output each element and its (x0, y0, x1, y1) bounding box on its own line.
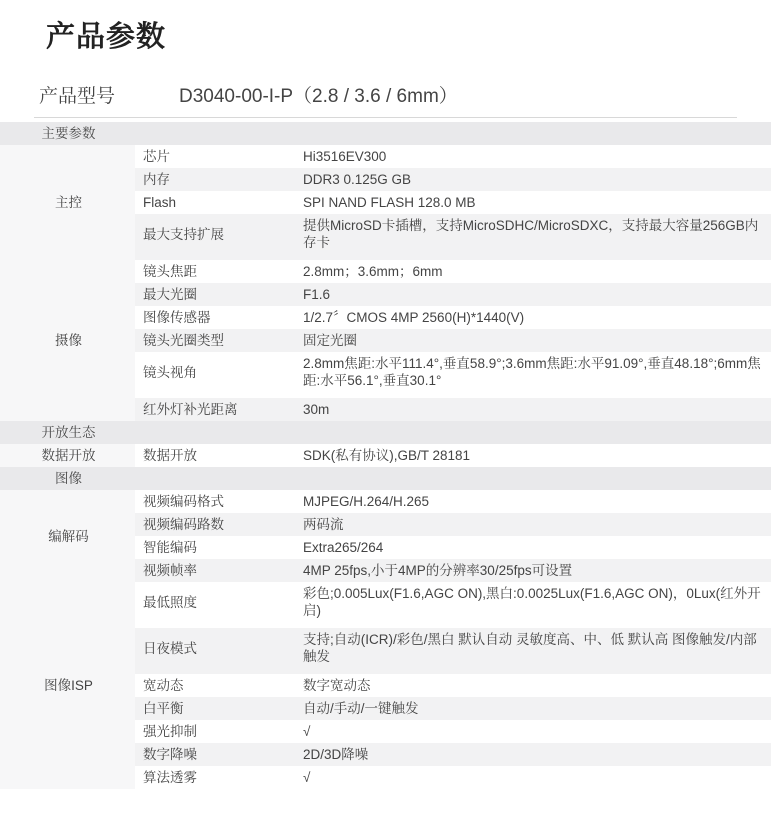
row-name: 最低照度 (135, 582, 295, 622)
row-name: 镜头焦距 (135, 260, 295, 283)
table-row (0, 260, 771, 283)
row-value: F1.6 (295, 283, 771, 306)
row-name: 视频编码格式 (135, 490, 295, 513)
row-name: Flash (135, 191, 295, 214)
row-name: 镜头视角 (135, 352, 295, 392)
category-cell: 摄像 (0, 260, 135, 421)
section-label: 主要参数 (0, 122, 135, 145)
row-value: 30m (295, 398, 771, 421)
row-value: √ (295, 720, 771, 743)
row-value: DDR3 0.125G GB (295, 168, 771, 191)
section-label: 图像 (0, 467, 135, 490)
row-name: 白平衡 (135, 697, 295, 720)
table-section-header (0, 421, 771, 444)
section-filler (295, 467, 771, 490)
table-row (0, 490, 771, 513)
row-value: 支持;自动(ICR)/彩色/黑白 默认自动 灵敏度高、中、低 默认高 图像触发/内部触发 (295, 628, 771, 668)
row-value: 自动/手动/一键触发 (295, 697, 771, 720)
row-value: 彩色;0.005Lux(F1.6,AGC ON),黑白:0.0025Lux(F1.6,AGC ON)，0Lux(红外开启) (295, 582, 771, 622)
section-filler (135, 122, 295, 145)
row-value: 2.8mm焦距:水平111.4°,垂直58.9°;3.6mm焦距:水平91.09°,垂直48.18°;6mm焦距:水平56.1°,垂直30.1° (295, 352, 771, 392)
row-value: 数字宽动态 (295, 674, 771, 697)
model-row (34, 81, 737, 118)
row-name: 数据开放 (135, 444, 295, 467)
row-name: 红外灯补光距离 (135, 398, 295, 421)
row-name: 图像传感器 (135, 306, 295, 329)
page-title: 产品参数 (46, 21, 167, 53)
table-row (0, 582, 771, 622)
row-name: 芯片 (135, 145, 295, 168)
section-filler (135, 421, 295, 444)
section-filler (295, 122, 771, 145)
row-value: MJPEG/H.264/H.265 (295, 490, 771, 513)
row-value: 2.8mm；3.6mm；6mm (295, 260, 771, 283)
category-cell: 编解码 (0, 490, 135, 582)
row-name: 宽动态 (135, 674, 295, 697)
row-value: 4MP 25fps,小于4MP的分辨率30/25fps可设置 (295, 559, 771, 582)
section-label: 开放生态 (0, 421, 135, 444)
spec-table (0, 122, 771, 789)
model-value: D3040-00-I-P（2.8 / 3.6 / 6mm） (179, 86, 458, 107)
row-value: Hi3516EV300 (295, 145, 771, 168)
row-value: 两码流 (295, 513, 771, 536)
row-name: 算法透雾 (135, 766, 295, 789)
row-value: 1/2.7〞CMOS 4MP 2560(H)*1440(V) (295, 306, 771, 329)
row-value: Extra265/264 (295, 536, 771, 559)
row-value: 2D/3D降噪 (295, 743, 771, 766)
row-value: SDK(私有协议),GB/T 28181 (295, 444, 771, 467)
row-name: 数字降噪 (135, 743, 295, 766)
row-name: 视频帧率 (135, 559, 295, 582)
row-name: 强光抑制 (135, 720, 295, 743)
table-row (0, 145, 771, 168)
category-cell: 数据开放 (0, 444, 135, 467)
row-name: 镜头光圈类型 (135, 329, 295, 352)
row-name: 日夜模式 (135, 628, 295, 668)
row-value: 提供MicroSD卡插槽，支持MicroSDHC/MicroSDXC，支持最大容量256GB内存卡 (295, 214, 771, 254)
table-row (0, 444, 771, 467)
table-section-header (0, 122, 771, 145)
row-value: √ (295, 766, 771, 789)
row-name: 最大光圈 (135, 283, 295, 306)
category-cell: 主控 (0, 145, 135, 260)
product-spec-page (0, 14, 771, 789)
row-name: 最大支持扩展 (135, 214, 295, 254)
section-filler (135, 467, 295, 490)
row-value: SPI NAND FLASH 128.0 MB (295, 191, 771, 214)
row-name: 智能编码 (135, 536, 295, 559)
table-section-header (0, 467, 771, 490)
row-name: 视频编码路数 (135, 513, 295, 536)
category-cell: 图像ISP (0, 582, 135, 789)
section-filler (295, 421, 771, 444)
row-value: 固定光圈 (295, 329, 771, 352)
model-label: 产品型号 (39, 86, 116, 107)
row-name: 内存 (135, 168, 295, 191)
